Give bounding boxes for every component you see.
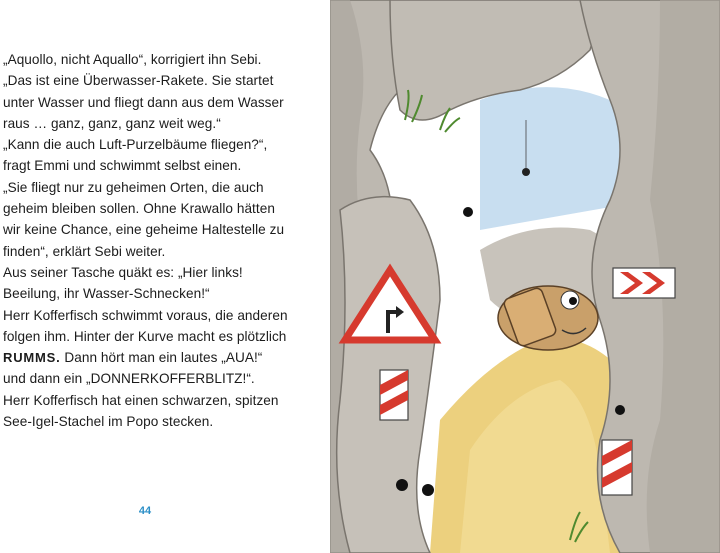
text-line: Aus seiner Tasche quäkt es: „Hier links! bbox=[3, 264, 243, 280]
text-line: wir keine Chance, eine geheime Haltestelle zu bbox=[3, 222, 285, 238]
marker-post-right bbox=[602, 440, 632, 495]
text-line-rest: Dann hört man ein lautes „AUA!“ bbox=[60, 350, 263, 366]
text-line: und dann ein „DONNERKOFFERBLITZ!“. bbox=[3, 371, 255, 387]
text-page bbox=[0, 0, 330, 553]
text-line: „Sie fliegt nur zu geheimen Orten, die auch bbox=[3, 179, 264, 195]
text-line bbox=[3, 347, 323, 368]
text-line: unter Wasser und fliegt dann aus dem Wasser bbox=[3, 94, 284, 110]
rumms-word: RUMMS. bbox=[3, 350, 61, 366]
spider bbox=[522, 168, 530, 176]
text-line: See-Igel-Stachel im Popo stecken. bbox=[3, 414, 214, 430]
sea-urchin bbox=[422, 484, 434, 496]
text-line: Beeilung, ihr Wasser-Schnecken!“ bbox=[3, 286, 210, 302]
text-line: fragt Emmi und schwimmt selbst einen. bbox=[3, 158, 242, 174]
story-text bbox=[3, 49, 323, 432]
text-line: folgen ihm. Hinter der Kurve macht es plötzlich bbox=[3, 328, 287, 344]
text-line: Herr Kofferfisch schwimmt voraus, die anderen bbox=[3, 307, 288, 323]
marker-post-left bbox=[380, 370, 408, 420]
chevron-sign bbox=[613, 268, 675, 298]
cave-illustration bbox=[330, 0, 720, 553]
text-line: „Aquollo, nicht Aquallo“, korrigiert ihn Sebi. bbox=[3, 52, 262, 67]
text-line: finden“, erklärt Sebi weiter. bbox=[3, 243, 166, 259]
sea-urchin bbox=[396, 479, 408, 491]
text-line: raus … ganz, ganz, ganz weit weg.“ bbox=[3, 115, 221, 131]
sea-urchin bbox=[463, 207, 473, 217]
page-number: 44 bbox=[138, 505, 152, 517]
text-line: „Kann die auch Luft-Purzelbäume fliegen?“, bbox=[3, 137, 268, 153]
text-line: Herr Kofferfisch hat einen schwarzen, spitzen bbox=[3, 392, 279, 408]
text-line: geheim bleiben sollen. Ohne Krawallo hätten bbox=[3, 201, 275, 217]
text-line: „Das ist eine Überwasser-Rakete. Sie startet bbox=[3, 73, 274, 89]
sea-urchin bbox=[615, 405, 625, 415]
suitcase-fish-character bbox=[498, 286, 598, 350]
